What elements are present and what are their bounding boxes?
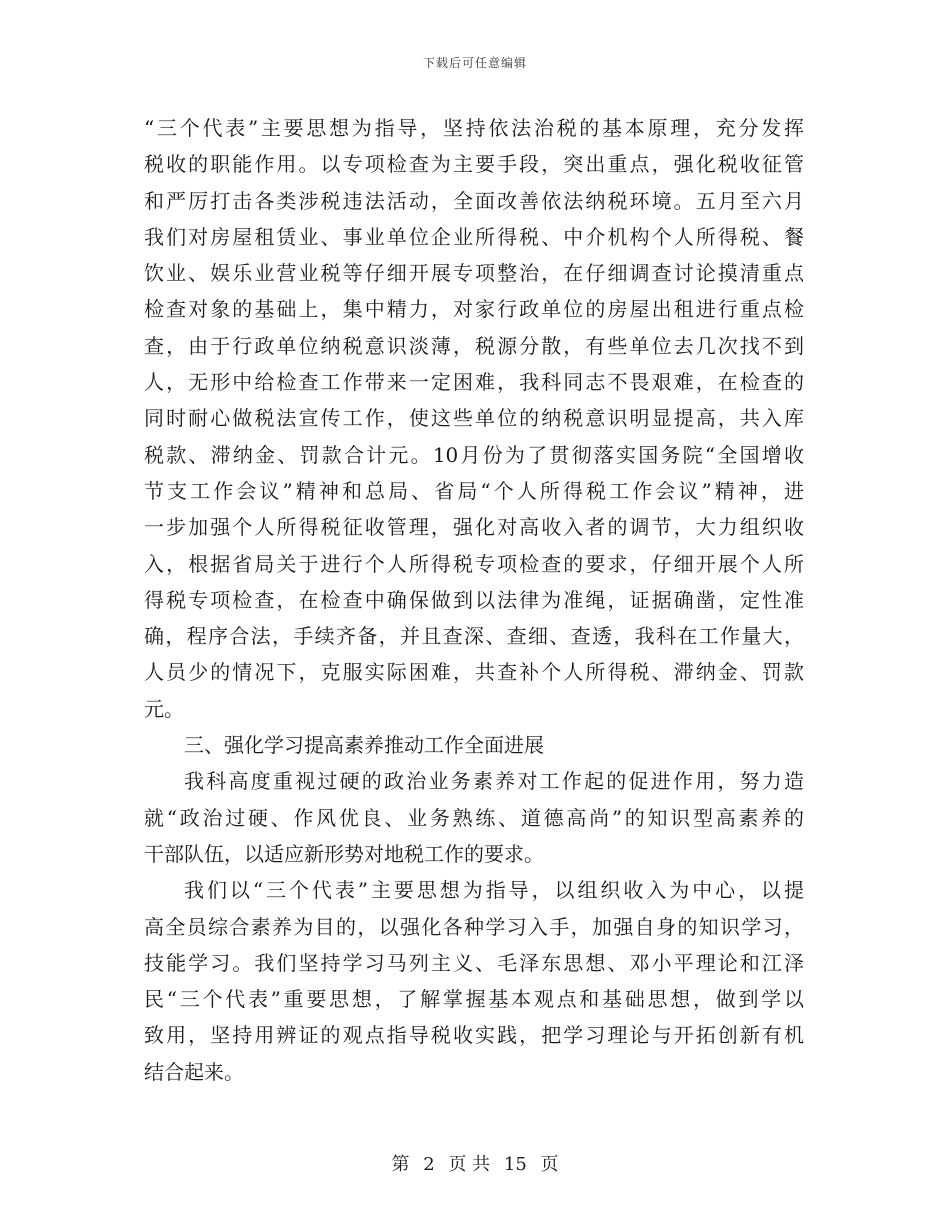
body-line-16: 人员少的情况下，克服实际困难，共查补个人所得税、滞纳金、罚款 bbox=[144, 660, 804, 685]
body-line-4: 我们对房屋租赁业、事业单位企业所得税、中介机构个人所得税、餐 bbox=[144, 224, 804, 249]
page-footer bbox=[0, 1150, 950, 1176]
body-line-7: 查，由于行政单位纳税意识淡薄，税源分散，有些单位去几次找不到 bbox=[144, 333, 804, 358]
body-line-5: 饮业、娱乐业营业税等仔细开展专项整治，在仔细调查讨论摸清重点 bbox=[144, 261, 804, 286]
body-line-24: 技能学习。我们坚持学习马列主义、毛泽东思想、邓小平理论和江泽 bbox=[144, 950, 804, 975]
total-page-count: 15 bbox=[503, 1154, 527, 1175]
body-line-19: 我科高度重视过硬的政治业务素养对工作起的促进作用，努力造 bbox=[184, 769, 804, 794]
current-page-number: 2 bbox=[423, 1154, 435, 1175]
body-line-1: “三个代表”主要思想为指导，坚持依法治税的基本原理，充分发挥 bbox=[144, 116, 804, 140]
body-line-14: 得税专项检查，在检查中确保做到以法律为准绳，证据确凿，定性准 bbox=[144, 587, 804, 612]
footer-middle: 页 共 bbox=[448, 1154, 491, 1175]
body-line-23: 高全员综合素养为目的，以强化各种学习入手，加强自身的知识学习， bbox=[144, 914, 804, 939]
body-line-13: 入，根据省局关于进行个人所得税专项检查的要求，仔细开展个人所 bbox=[144, 551, 804, 576]
footer-prefix: 第 bbox=[391, 1154, 410, 1175]
footer-suffix: 页 bbox=[540, 1154, 559, 1175]
body-line-11: 节支工作会议”精神和总局、省局“个人所得税工作会议”精神，进 bbox=[144, 478, 804, 503]
body-line-12: 一步加强个人所得税征收管理，强化对高收入者的调节，大力组织收 bbox=[144, 515, 804, 540]
body-line-22: 我们以“三个代表”主要思想为指导，以组织收入为中心，以提 bbox=[184, 878, 804, 903]
body-line-27: 结合起来。 bbox=[144, 1059, 244, 1084]
body-line-2: 税收的职能作用。以专项检查为主要手段，突出重点，强化税收征管 bbox=[144, 152, 804, 177]
body-line-17: 元。 bbox=[144, 696, 184, 721]
page-header-note: 下载后可任意编辑 bbox=[422, 56, 527, 70]
body-line-10: 税款、滞纳金、罚款合计元。10月份为了贯彻落实国务院“全国增收 bbox=[144, 442, 804, 467]
body-line-9: 同时耐心做税法宣传工作，使这些单位的纳税意识明显提高，共入库 bbox=[144, 406, 804, 431]
body-line-6: 检查对象的基础上，集中精力，对家行政单位的房屋出租进行重点检 bbox=[144, 297, 804, 322]
body-line-26: 致用，坚持用辨证的观点指导税收实践，把学习理论与开拓创新有机 bbox=[144, 1023, 804, 1048]
body-line-15: 确，程序合法，手续齐备，并且查深、查细、查透，我科在工作量大， bbox=[144, 624, 804, 649]
body-line-8: 人，无形中给检查工作带来一定困难，我科同志不畏艰难，在检查的 bbox=[144, 370, 804, 395]
body-line-25: 民“三个代表”重要思想，了解掌握基本观点和基础思想，做到学以 bbox=[144, 987, 804, 1012]
body-line-20: 就“政治过硬、作风优良、业务熟练、道德高尚”的知识型高素养的 bbox=[144, 805, 804, 830]
document-body bbox=[144, 110, 804, 1090]
body-line-21: 干部队伍，以适应新形势对地税工作的要求。 bbox=[144, 841, 544, 866]
body-line-3: 和严厉打击各类涉税违法活动，全面改善依法纳税环境。五月至六月 bbox=[144, 188, 804, 213]
section-heading: 三、强化学习提高素养推动工作全面进展 bbox=[184, 733, 544, 758]
